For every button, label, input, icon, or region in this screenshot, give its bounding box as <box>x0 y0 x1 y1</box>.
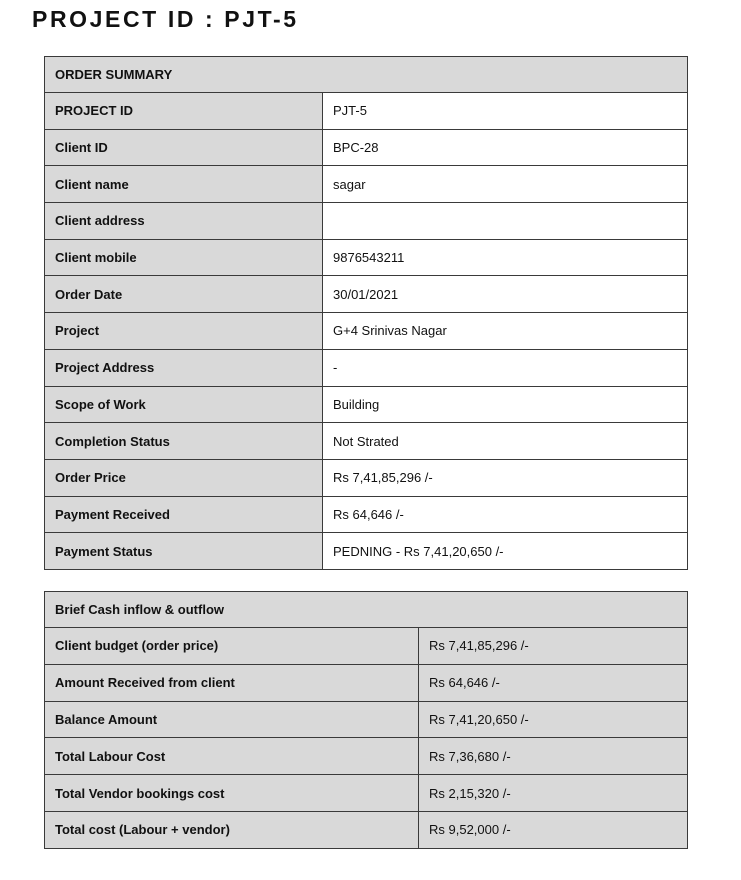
table-row <box>45 203 688 240</box>
row-label: Client address <box>45 203 323 240</box>
row-label: Payment Status <box>45 533 323 570</box>
table-row <box>45 239 688 276</box>
row-value: Rs 2,15,320 /- <box>419 775 688 812</box>
row-label: Client ID <box>45 129 323 166</box>
table-row <box>45 738 688 775</box>
row-value: Rs 7,41,85,296 /- <box>323 459 688 496</box>
row-label: Total cost (Labour + vendor) <box>45 811 419 848</box>
row-value: Not Strated <box>323 423 688 460</box>
order-summary-heading: ORDER SUMMARY <box>45 57 688 93</box>
row-value: BPC-28 <box>323 129 688 166</box>
row-label: Scope of Work <box>45 386 323 423</box>
row-value: PJT-5 <box>323 93 688 130</box>
order-summary-header-row <box>45 57 688 93</box>
row-value <box>323 203 688 240</box>
row-value: 30/01/2021 <box>323 276 688 313</box>
row-value: G+4 Srinivas Nagar <box>323 313 688 350</box>
row-label: Total Vendor bookings cost <box>45 775 419 812</box>
page-title: PROJECT ID : PJT-5 <box>32 6 299 32</box>
row-label: Balance Amount <box>45 701 419 738</box>
row-value: 9876543211 <box>323 239 688 276</box>
table-row <box>45 386 688 423</box>
table-row <box>45 166 688 203</box>
row-label: Project Address <box>45 349 323 386</box>
row-label: Client budget (order price) <box>45 628 419 665</box>
table-row <box>45 811 688 848</box>
row-label: Amount Received from client <box>45 664 419 701</box>
table-row <box>45 459 688 496</box>
row-label: Client mobile <box>45 239 323 276</box>
row-label: Total Labour Cost <box>45 738 419 775</box>
cash-flow-header-row <box>45 592 688 628</box>
row-value: Rs 64,646 /- <box>323 496 688 533</box>
row-label: Order Price <box>45 459 323 496</box>
row-label: Completion Status <box>45 423 323 460</box>
cash-flow-table <box>44 591 688 849</box>
row-value: - <box>323 349 688 386</box>
row-value: Rs 7,41,20,650 /- <box>419 701 688 738</box>
table-row <box>45 775 688 812</box>
row-label: PROJECT ID <box>45 93 323 130</box>
row-value: Rs 7,41,85,296 /- <box>419 628 688 665</box>
row-label: Client name <box>45 166 323 203</box>
table-row <box>45 93 688 130</box>
row-label: Project <box>45 313 323 350</box>
row-value: sagar <box>323 166 688 203</box>
table-row <box>45 313 688 350</box>
table-row <box>45 533 688 570</box>
row-value: Rs 9,52,000 /- <box>419 811 688 848</box>
table-row <box>45 423 688 460</box>
row-label: Order Date <box>45 276 323 313</box>
table-row <box>45 496 688 533</box>
row-value: Rs 7,36,680 /- <box>419 738 688 775</box>
table-row <box>45 701 688 738</box>
table-row <box>45 664 688 701</box>
row-value: Building <box>323 386 688 423</box>
cash-flow-heading: Brief Cash inflow & outflow <box>45 592 688 628</box>
order-summary-table <box>44 56 688 570</box>
table-row <box>45 276 688 313</box>
row-value: Rs 64,646 /- <box>419 664 688 701</box>
table-row <box>45 349 688 386</box>
table-row <box>45 628 688 665</box>
table-row <box>45 129 688 166</box>
row-value: PEDNING - Rs 7,41,20,650 /- <box>323 533 688 570</box>
row-label: Payment Received <box>45 496 323 533</box>
